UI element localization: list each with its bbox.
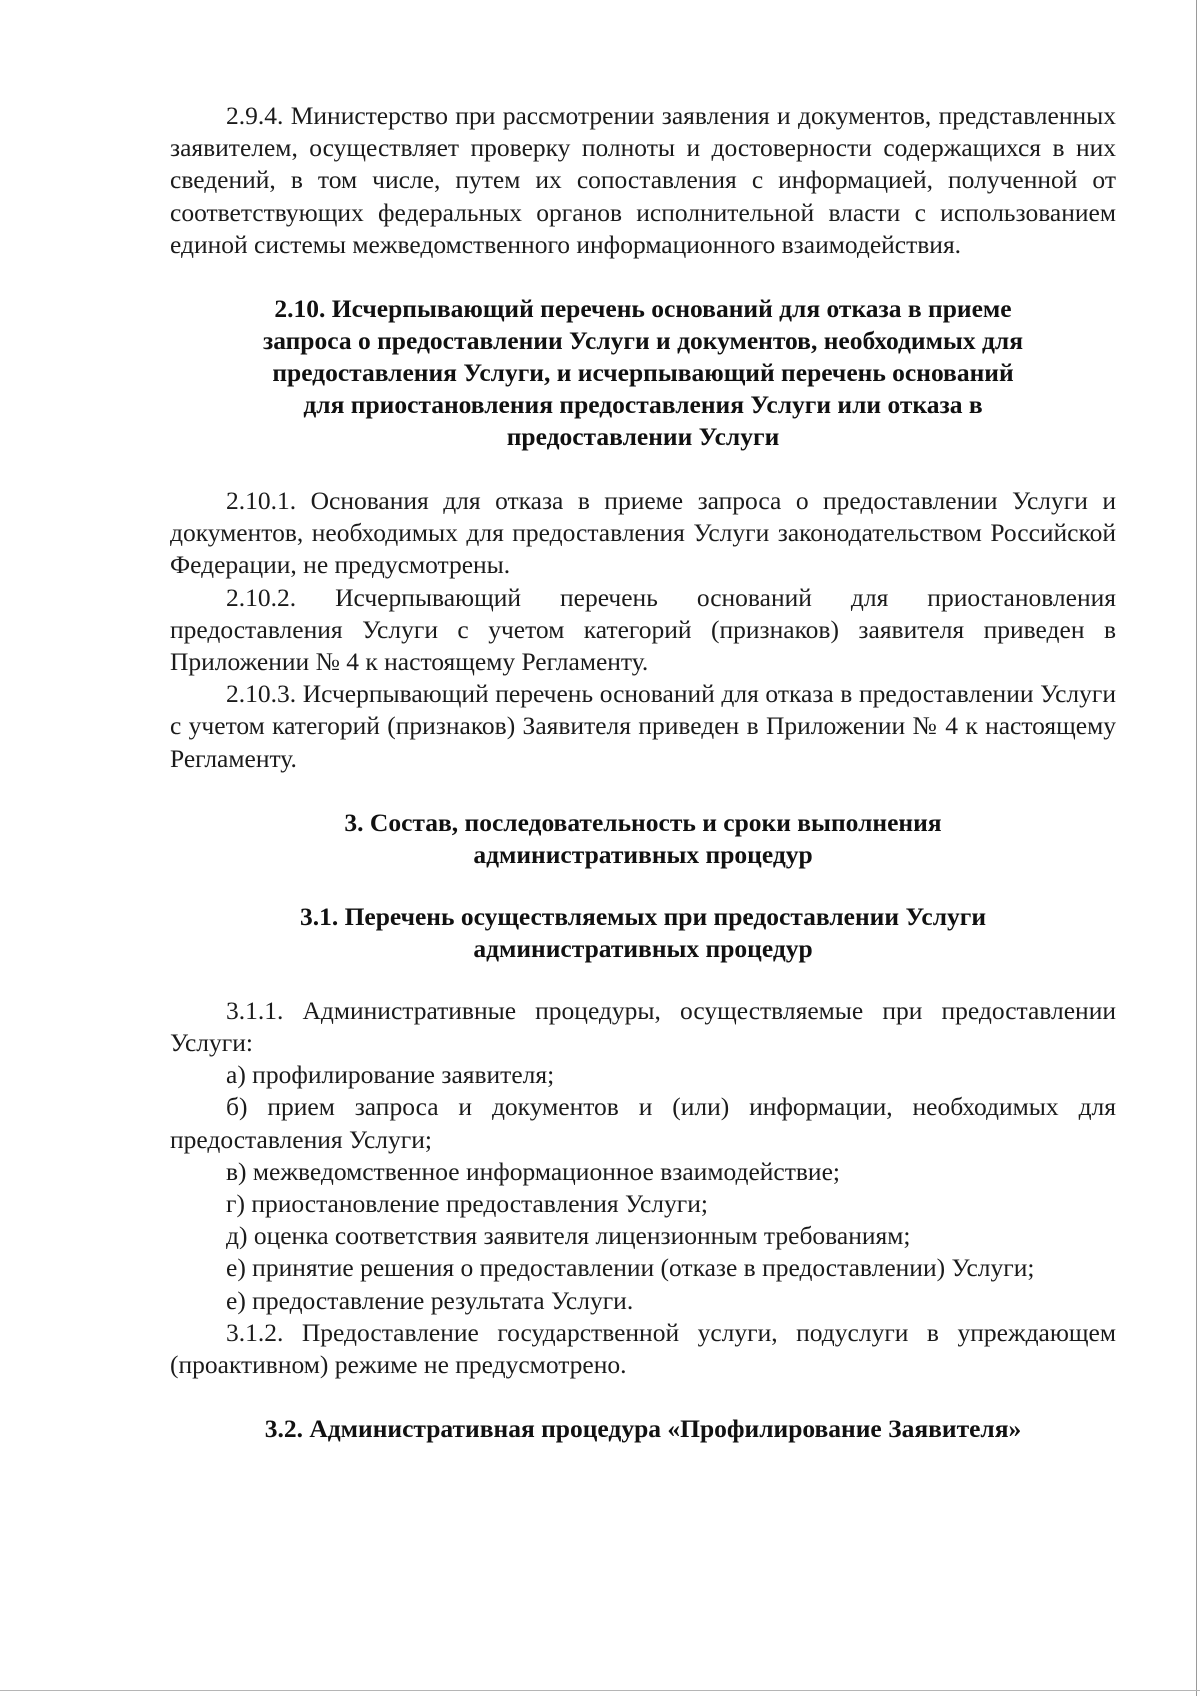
spacer xyxy=(170,965,1116,995)
paragraph-2-10-3: 2.10.3. Исчерпывающий перечень оснований для отказа в предоставлении Услуги с учетом категорий (признаков) Заявителя приведен в Приложении № 4 к настоящему Регламенту. xyxy=(170,679,1116,773)
paragraph-2-10-2: 2.10.2. Исчерпывающий перечень оснований для приостановления предоставления Услуги с учетом категорий (признаков) заявителя приведен в Приложении № 4 к настоящему Регламенту. xyxy=(170,582,1116,677)
list-item-e: е) принятие решения о предоставлении (отказе в предоставлении) Услуги; xyxy=(226,1253,1035,1283)
section-heading-3: 3. Состав, последовательность и сроки выполнения административных процедур xyxy=(344,807,942,869)
document-body xyxy=(170,100,1116,1445)
list-item-g: г) приостановление предоставления Услуги; xyxy=(226,1189,708,1219)
page-edge-bottom xyxy=(0,1690,1200,1691)
spacer xyxy=(170,871,1116,901)
section-heading-3-1: 3.1. Перечень осуществляемых при предоставлении Услуги административных процедур xyxy=(299,901,987,963)
spacer xyxy=(170,775,1116,807)
paragraph-3-1-2: 3.1.2. Предоставление государственной услуги, подуслуги в упреждающем (проактивном) режиме не предусмотрено. xyxy=(170,1317,1116,1380)
spacer xyxy=(170,1381,1116,1413)
spacer xyxy=(170,261,1116,293)
list-item-e-result: е) предоставление результата Услуги. xyxy=(226,1285,634,1315)
section-heading-2-10: 2.10. Исчерпывающий перечень оснований для отказа в приеме запроса о предоставлении Услуги и документов, необходимых для предоставления Услуги, и исчерпывающий перечень оснований для приостановления предоставления Услуги или отказа в предоставлении Услуги xyxy=(262,294,1024,452)
spacer xyxy=(170,453,1116,485)
list-item-v: в) межведомственное информационное взаимодействие; xyxy=(226,1156,840,1186)
list-item-b: б) прием запроса и документов и (или) информации, необходимых для предоставления Услуги; xyxy=(170,1092,1116,1154)
paragraph-2-10-1: 2.10.1. Основания для отказа в приеме запроса о предоставлении Услуги и документов, необходимых для предоставления Услуги законодательством Российской Федерации, не предусмотрены. xyxy=(170,486,1116,580)
list-item-a: а) профилирование заявителя; xyxy=(226,1060,555,1090)
page-edge-right xyxy=(1196,0,1197,1696)
paragraph-2-9-4: 2.9.4. Министерство при рассмотрении заявления и документов, представленных заявителем, осуществляет проверку полноты и достоверности содержащихся в них сведений, в том числе, путем их сопоставления с информацией, полученной от соответствующих федеральных органов исполнительной власти с использованием единой системы межведомственного информационного взаимодействия. xyxy=(170,101,1116,259)
paragraph-3-1-1: 3.1.1. Административные процедуры, осуществляемые при предоставлении Услуги: xyxy=(170,995,1116,1058)
list-item-d: д) оценка соответствия заявителя лицензионным требованиям; xyxy=(226,1221,911,1251)
section-heading-3-2: 3.2. Административная процедура «Профилирование Заявителя» xyxy=(264,1414,1022,1444)
